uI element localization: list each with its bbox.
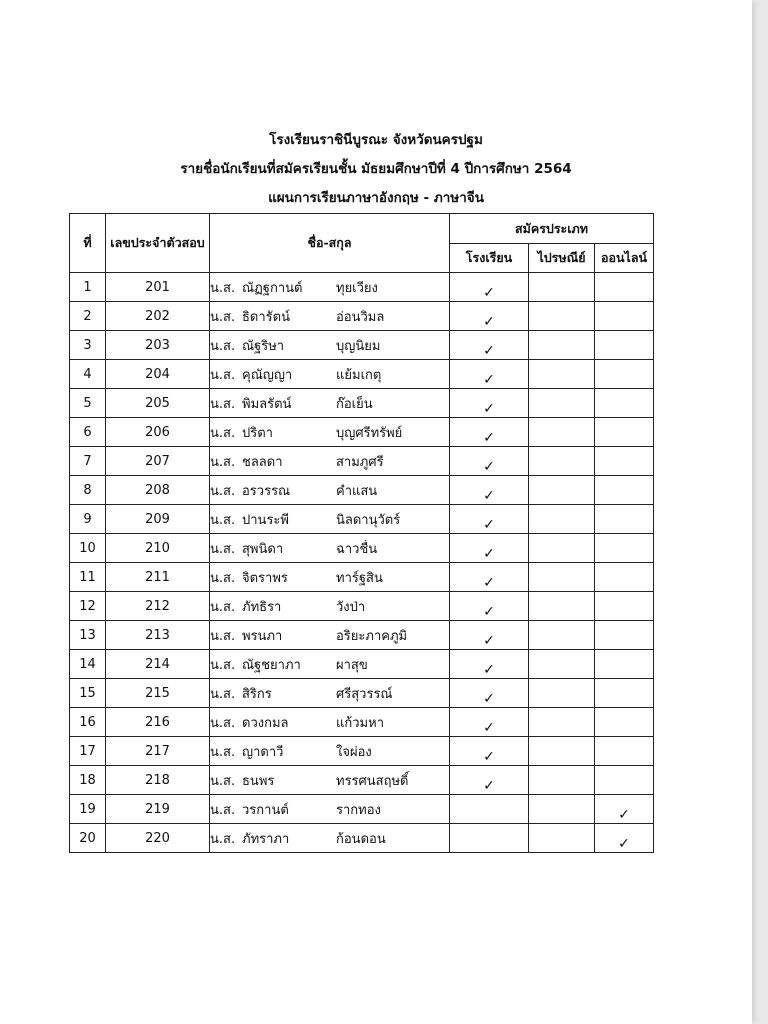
row-number: 14 [70,650,106,679]
first-name: ปานระพี [242,512,289,528]
student-name [210,592,450,621]
row-number: 11 [70,563,106,592]
name-prefix: น.ส. [210,628,236,644]
table-row [70,302,654,331]
col-header-school: โรงเรียน [450,244,529,273]
check-mark-icon: ✓ [618,836,630,852]
apply-school-cell [450,447,529,476]
first-name: พิมลรัตน์ [242,396,292,412]
name-prefix: น.ส. [210,425,236,441]
apply-online-cell [595,418,654,447]
apply-online-cell [595,360,654,389]
student-name [210,389,450,418]
check-mark-icon: ✓ [483,691,495,707]
first-name: ดวงกมล [242,715,289,731]
exam-id: 217 [106,737,210,766]
last-name: ทรรศนสฤษดิ์ [336,773,409,789]
first-name: ชลลดา [242,454,283,470]
name-prefix: น.ส. [210,831,236,847]
row-number: 12 [70,592,106,621]
row-number: 16 [70,708,106,737]
last-name: แย้มเกตุ [336,367,382,383]
apply-online-cell [595,302,654,331]
exam-id: 207 [106,447,210,476]
apply-post-cell [529,389,595,418]
row-number: 10 [70,534,106,563]
first-name: ญาดาวี [242,744,284,760]
first-name: อรวรรณ [242,483,291,499]
check-mark-icon: ✓ [483,372,495,388]
row-number: 15 [70,679,106,708]
apply-post-cell [529,737,595,766]
apply-school-cell [450,331,529,360]
apply-school-cell [450,592,529,621]
first-name: พรนภา [242,628,283,644]
apply-online-cell [595,447,654,476]
last-name: ศรีสุวรรณ์ [336,686,393,702]
apply-online-cell [595,679,654,708]
row-number: 20 [70,824,106,853]
apply-school-cell [450,389,529,418]
check-mark-icon: ✓ [483,401,495,417]
table-row [70,795,654,824]
apply-post-cell [529,447,595,476]
apply-post-cell [529,331,595,360]
last-name: ก้อนดอน [336,831,386,847]
apply-online-cell [595,592,654,621]
row-number: 13 [70,621,106,650]
apply-online-cell [595,389,654,418]
first-name: ปริตา [242,425,273,441]
last-name: ก๊อเย็น [336,396,373,412]
name-prefix: น.ส. [210,802,236,818]
row-number: 17 [70,737,106,766]
apply-online-cell [595,621,654,650]
last-name: รากทอง [336,802,381,818]
check-mark-icon: ✓ [483,488,495,504]
student-name [210,331,450,360]
student-name [210,824,450,853]
apply-post-cell [529,534,595,563]
row-number: 1 [70,273,106,302]
document-subtitle: รายชื่อนักเรียนที่สมัครเรียนชั้น มัธยมศึกษาปีที่ 4 ปีการศึกษา 2564 [180,161,572,177]
student-name [210,679,450,708]
first-name: ณัฐชยาภา [242,657,301,673]
last-name: ทาร์ฐสิน [336,570,383,586]
row-number: 19 [70,795,106,824]
exam-id: 210 [106,534,210,563]
col-header-online: ออนไลน์ [595,244,654,273]
apply-school-cell [450,418,529,447]
table-row [70,621,654,650]
apply-school-cell [450,650,529,679]
check-mark-icon: ✓ [483,343,495,359]
exam-id: 215 [106,679,210,708]
student-name [210,360,450,389]
col-header-post: ไปรษณีย์ [529,244,595,273]
check-mark-icon: ✓ [483,459,495,475]
row-number: 4 [70,360,106,389]
table-row [70,273,654,302]
apply-post-cell [529,708,595,737]
apply-post-cell [529,795,595,824]
apply-online-cell [595,505,654,534]
apply-post-cell [529,476,595,505]
row-number: 7 [70,447,106,476]
apply-school-cell [450,360,529,389]
apply-school-cell [450,795,529,824]
student-name [210,476,450,505]
table-row [70,505,654,534]
col-header-name: ชื่อ-สกุล [210,214,450,273]
apply-post-cell [529,650,595,679]
student-name [210,302,450,331]
name-prefix: น.ส. [210,744,236,760]
exam-id: 203 [106,331,210,360]
table-row [70,592,654,621]
apply-post-cell [529,505,595,534]
exam-id: 212 [106,592,210,621]
row-number: 9 [70,505,106,534]
apply-school-cell [450,476,529,505]
table-row [70,331,654,360]
apply-school-cell [450,737,529,766]
check-mark-icon: ✓ [483,575,495,591]
last-name: ฉาวชื่น [336,541,378,557]
exam-id: 208 [106,476,210,505]
row-number: 2 [70,302,106,331]
first-name: คุณัญญา [242,367,293,383]
col-header-apply-type: สมัครประเภท [450,214,654,244]
check-mark-icon: ✓ [483,778,495,794]
table-row [70,708,654,737]
apply-school-cell [450,621,529,650]
first-name: ภัทราภา [242,831,290,847]
exam-id: 219 [106,795,210,824]
name-prefix: น.ส. [210,715,236,731]
table-row [70,476,654,505]
apply-post-cell [529,621,595,650]
apply-school-cell [450,824,529,853]
table-row [70,824,654,853]
check-mark-icon: ✓ [483,430,495,446]
name-prefix: น.ส. [210,280,236,296]
check-mark-icon: ✓ [483,546,495,562]
last-name: นิลดานุวัตร์ [336,512,401,528]
apply-school-cell [450,505,529,534]
table-row [70,447,654,476]
check-mark-icon: ✓ [483,285,495,301]
col-header-no: ที่ [70,214,106,273]
table-row [70,766,654,795]
student-name [210,621,450,650]
row-number: 6 [70,418,106,447]
apply-online-cell [595,795,654,824]
apply-online-cell [595,476,654,505]
name-prefix: น.ส. [210,686,236,702]
table-row [70,360,654,389]
exam-id: 214 [106,650,210,679]
apply-post-cell [529,766,595,795]
apply-post-cell [529,418,595,447]
last-name: คำแสน [336,483,378,499]
apply-online-cell [595,824,654,853]
apply-online-cell [595,563,654,592]
apply-post-cell [529,360,595,389]
exam-id: 202 [106,302,210,331]
check-mark-icon: ✓ [483,720,495,736]
first-name: จิตราพร [242,570,288,586]
check-mark-icon: ✓ [483,517,495,533]
first-name: ภัทธิรา [242,599,282,615]
table-row [70,679,654,708]
table-row [70,418,654,447]
exam-id: 206 [106,418,210,447]
first-name: ณัฐริษา [242,338,285,354]
table-row [70,563,654,592]
name-prefix: น.ส. [210,599,236,615]
apply-online-cell [595,534,654,563]
check-mark-icon: ✓ [483,604,495,620]
apply-school-cell [450,563,529,592]
first-name: สิริกร [242,686,272,702]
first-name: วรกานต์ [242,802,289,818]
student-table [69,213,654,853]
last-name: บุญศรีทรัพย์ [336,425,403,441]
exam-id: 209 [106,505,210,534]
student-name [210,534,450,563]
student-name [210,795,450,824]
name-prefix: น.ส. [210,483,236,499]
last-name: ทุยเวียง [336,280,378,296]
table-row [70,650,654,679]
apply-online-cell [595,766,654,795]
apply-post-cell [529,302,595,331]
apply-post-cell [529,824,595,853]
exam-id: 220 [106,824,210,853]
last-name: แก้วมหา [336,715,384,731]
apply-post-cell [529,592,595,621]
program-title: แผนการเรียนภาษาอังกฤษ - ภาษาจีน [268,190,484,206]
student-name [210,563,450,592]
table-header-row [70,214,654,244]
apply-online-cell [595,708,654,737]
student-name [210,650,450,679]
last-name: บุญนิยม [336,338,381,354]
name-prefix: น.ส. [210,773,236,789]
check-mark-icon: ✓ [483,662,495,678]
apply-post-cell [529,563,595,592]
exam-id: 211 [106,563,210,592]
student-name [210,505,450,534]
apply-online-cell [595,650,654,679]
first-name: ธิดารัตน์ [242,309,290,325]
row-number: 5 [70,389,106,418]
check-mark-icon: ✓ [483,314,495,330]
name-prefix: น.ส. [210,338,236,354]
exam-id: 204 [106,360,210,389]
apply-school-cell [450,766,529,795]
exam-id: 201 [106,273,210,302]
student-name [210,273,450,302]
name-prefix: น.ส. [210,309,236,325]
first-name: ธนพร [242,773,275,789]
last-name: ผาสุข [336,657,368,673]
table-row [70,389,654,418]
first-name: สุพนิดา [242,541,284,557]
last-name: อ่อนวิมล [336,309,385,325]
row-number: 18 [70,766,106,795]
student-name [210,447,450,476]
name-prefix: น.ส. [210,657,236,673]
apply-online-cell [595,331,654,360]
first-name: ณัฏฐกานต์ [242,280,303,296]
last-name: อริยะภาคภูมิ [336,628,408,644]
row-number: 8 [70,476,106,505]
row-number: 3 [70,331,106,360]
name-prefix: น.ส. [210,541,236,557]
apply-online-cell [595,737,654,766]
apply-post-cell [529,679,595,708]
apply-online-cell [595,273,654,302]
last-name: วังป่า [336,599,366,615]
apply-school-cell [450,534,529,563]
table-row [70,737,654,766]
last-name: สามภูศรี [336,454,384,470]
apply-school-cell [450,273,529,302]
name-prefix: น.ส. [210,396,236,412]
last-name: ใจผ่อง [336,744,372,760]
name-prefix: น.ส. [210,454,236,470]
student-name [210,766,450,795]
student-name [210,708,450,737]
name-prefix: น.ส. [210,570,236,586]
check-mark-icon: ✓ [483,749,495,765]
school-title: โรงเรียนราชินีบูรณะ จังหวัดนครปฐม [269,132,483,148]
name-prefix: น.ส. [210,367,236,383]
exam-id: 216 [106,708,210,737]
apply-school-cell [450,302,529,331]
student-name [210,737,450,766]
check-mark-icon: ✓ [483,633,495,649]
apply-school-cell [450,708,529,737]
name-prefix: น.ส. [210,512,236,528]
col-header-exam-id: เลขประจำตัวสอบ [106,214,210,273]
apply-post-cell [529,273,595,302]
student-name [210,418,450,447]
check-mark-icon: ✓ [618,807,630,823]
exam-id: 205 [106,389,210,418]
exam-id: 218 [106,766,210,795]
table-row [70,534,654,563]
apply-school-cell [450,679,529,708]
exam-id: 213 [106,621,210,650]
